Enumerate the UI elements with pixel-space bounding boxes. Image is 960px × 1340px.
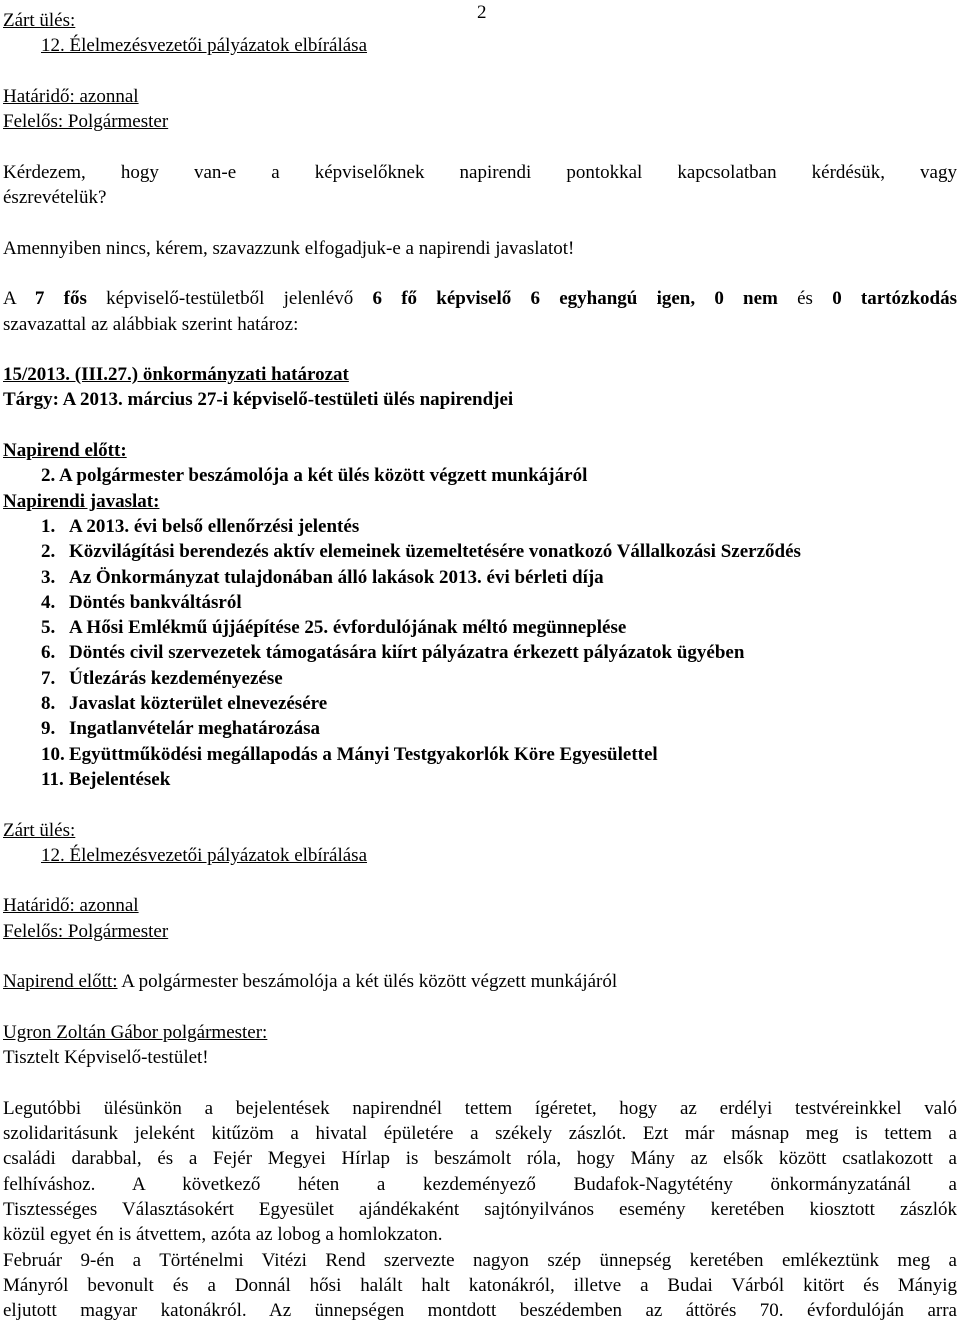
vote-result-line-2: szavazattal az alábbiak szerint határoz: <box>3 313 299 335</box>
closed-session-label-2: Zárt ülés: <box>3 819 76 841</box>
page-number: 2 <box>477 2 487 23</box>
closed-session-item: 12. Élelmezésvezetői pályázatok elbírálása <box>41 35 368 57</box>
agenda-item: 7. Útlezárás kezdeményezése <box>41 667 283 689</box>
agenda-item: 2. Közvilágítási berendezés aktív elemeinek üzemeltetésére vonatkozó Vállalkozási Szerződés <box>41 541 801 563</box>
agenda-item: 10. Együttműködési megállapodás a Mányi Testgyakorlók Köre Egyesülettel <box>41 743 658 765</box>
speech-line: Mányról bevonult és a Donnál hősi halált halt katonákról, illetve a Budai Várból kitört és Mányig <box>3 1274 957 1296</box>
resolution-number: 15/2013. (III.27.) önkormányzati határozat <box>3 364 349 386</box>
agenda-item: 4. Döntés bankváltásról <box>41 591 242 613</box>
speech-line: eljutott magyar katonákról. Az ünnepségen montdott beszédemben az áttörés 70. évfordulóján arra <box>3 1300 957 1322</box>
agenda-item: 9. Ingatlanvételár meghatározása <box>41 718 321 740</box>
closed-session-label: Zárt ülés: <box>3 10 76 31</box>
speech-line: felhíváshoz. A következő héten a kezdeményező Budafok-Nagytétény önkormányzatánál a <box>3 1173 957 1195</box>
closed-session-item-2: 12. Élelmezésvezetői pályázatok elbírálása <box>41 844 368 866</box>
question-line-2: észrevételük? <box>3 187 107 209</box>
resolution-subject: Tárgy: A 2013. március 27-i képviselő-testületi ülés napirendjei <box>3 389 514 411</box>
agenda-list <box>3 514 957 792</box>
question-line-1: Kérdezem, hogy van-e a képviselőknek napirendi pontokkal kapcsolatban kérdésük, vagy <box>3 161 957 183</box>
before-agenda-item: 2. A polgármester beszámolója a két ülés között végzett munkájáról <box>41 465 588 487</box>
speech-line: családi darabbal, és a Fejér Megyei Hírlap is beszámolt róla, hogy Mány az elsők között csatlakozott a <box>3 1148 957 1170</box>
deadline: Határidő: azonnal <box>3 85 139 107</box>
vote-call: Amennyiben nincs, kérem, szavazzunk elfogadjuk-e a napirendi javaslatot! <box>3 237 575 259</box>
speech-paragraph-1 <box>3 1096 957 1248</box>
speech-line: szolidaritásunk jeleként kitűzöm a hivatal épületére a székely zászlót. Ezt már másnap meg is tettem a <box>3 1123 957 1145</box>
responsible: Felelős: Polgármester <box>3 111 169 133</box>
speech-line: Tisztességes Választásokért Egyesület ajándékaként sajtónyilvános esemény keretében kiosztott zászlók <box>3 1198 957 1220</box>
speech-line: Legutóbbi ülésünkön a bejelentések napirendnél tettem ígéretet, hogy az erdélyi testvéreinkkel való <box>3 1097 957 1119</box>
speech-line: közül egyet én is átvettem, azóta az lobog a homlokzaton. <box>3 1224 443 1246</box>
speech-line: Február 9-én a Történelmi Vitézi Rend szervezte nagyon szép ünnepség keretében emlékeztünk meg a <box>3 1249 957 1271</box>
greeting: Tisztelt Képviselő-testület! <box>3 1047 209 1069</box>
responsible-2: Felelős: Polgármester <box>3 920 169 942</box>
before-agenda-heading: Napirend előtt: A polgármester beszámolója a két ülés között végzett munkájáról <box>3 971 618 993</box>
agenda-proposal-label: Napirendi javaslat: <box>3 490 160 512</box>
agenda-item: 8. Javaslat közterület elnevezésére <box>41 693 328 715</box>
agenda-item: 3. Az Önkormányzat tulajdonában álló lakások 2013. évi bérleti díja <box>41 566 604 588</box>
document-page <box>3 8 957 1323</box>
agenda-item: 5. A Hősi Emlékmű újjáépítése 25. évfordulójának méltó megünneplése <box>41 617 627 639</box>
vote-result-line-1: A 7 fős képviselő-testületből jelenlévő 6 fő képviselő 6 egyhangú igen, 0 nem és 0 tartózkodás <box>3 288 957 310</box>
agenda-item: 1. A 2013. évi belső ellenőrzési jelentés <box>41 515 360 537</box>
speech-paragraph-2 <box>3 1248 957 1324</box>
speaker-name: Ugron Zoltán Gábor polgármester: <box>3 1021 268 1043</box>
deadline-2: Határidő: azonnal <box>3 895 139 917</box>
agenda-item: 6. Döntés civil szervezetek támogatására kiírt pályázatra érkezett pályázatok ügyében <box>41 642 745 664</box>
before-agenda-label: Napirend előtt: <box>3 440 127 462</box>
agenda-item: 11. Bejelentések <box>41 768 171 790</box>
